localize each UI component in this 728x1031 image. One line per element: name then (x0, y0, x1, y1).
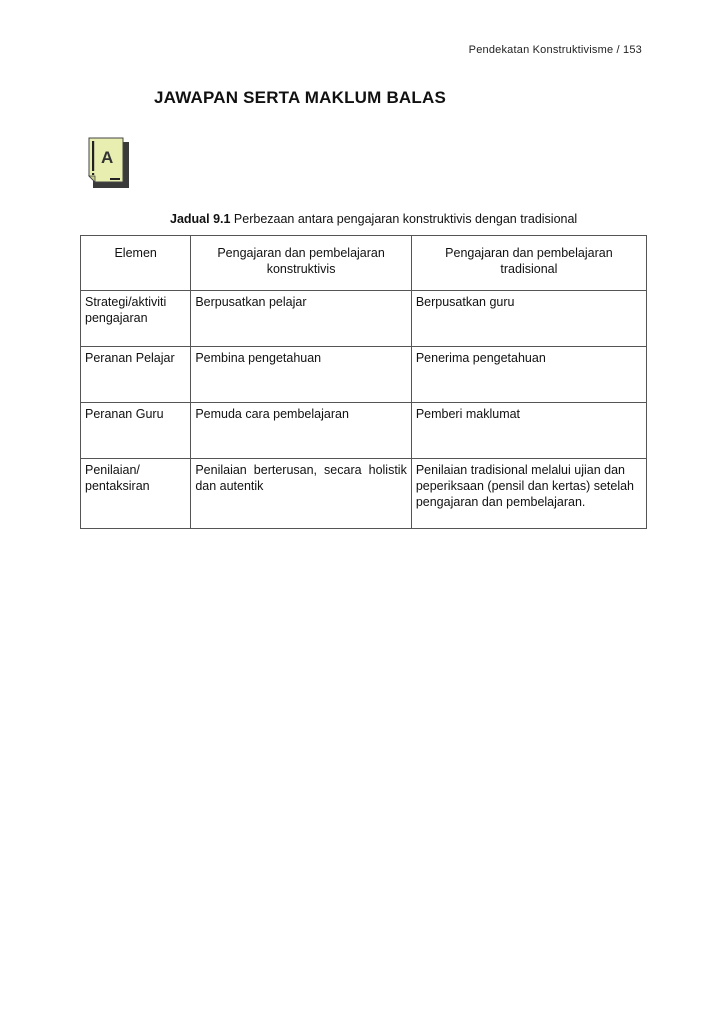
header-traditional: Pengajaran dan pembelajaran tradisional (411, 236, 646, 291)
cell-constructivist: Berpusatkan pelajar (191, 291, 412, 347)
table-header-row (81, 236, 647, 291)
table-row (81, 347, 647, 403)
cell-constructivist: Pembina pengetahuan (191, 347, 412, 403)
answer-page-icon (88, 137, 130, 189)
cell-constructivist: Pemuda cara pembelajaran (191, 403, 412, 459)
cell-traditional: Berpusatkan guru (411, 291, 646, 347)
caption-label: Jadual 9.1 (170, 212, 231, 226)
running-header: Pendekatan Konstruktivisme / 153 (468, 44, 642, 56)
answer-letter: A (101, 148, 114, 167)
cell-traditional: Penilaian tradisional melalui ujian dan peperiksaan (pensil dan kertas) setelah pengajaran dan pembelajaran. (411, 459, 646, 529)
cell-element: Penilaian/ pentaksiran (81, 459, 191, 529)
cell-traditional: Pemberi maklumat (411, 403, 646, 459)
section-title: JAWAPAN SERTA MAKLUM BALAS (154, 88, 446, 107)
table-row (81, 291, 647, 347)
caption-text: Perbezaan antara pengajaran konstruktivis dengan tradisional (230, 212, 578, 226)
comparison-table (80, 235, 647, 529)
header-constructivist: Pengajaran dan pembelajaran konstruktivis (191, 236, 412, 291)
table-row (81, 459, 647, 529)
cell-traditional: Penerima pengetahuan (411, 347, 646, 403)
header-element: Elemen (81, 236, 191, 291)
cell-constructivist: Penilaian berterusan, secara holistik dan autentik (191, 459, 412, 529)
cell-element: Peranan Pelajar (81, 347, 191, 403)
cell-element: Strategi/aktiviti pengajaran (81, 291, 191, 347)
table-row (81, 403, 647, 459)
cell-element: Peranan Guru (81, 403, 191, 459)
